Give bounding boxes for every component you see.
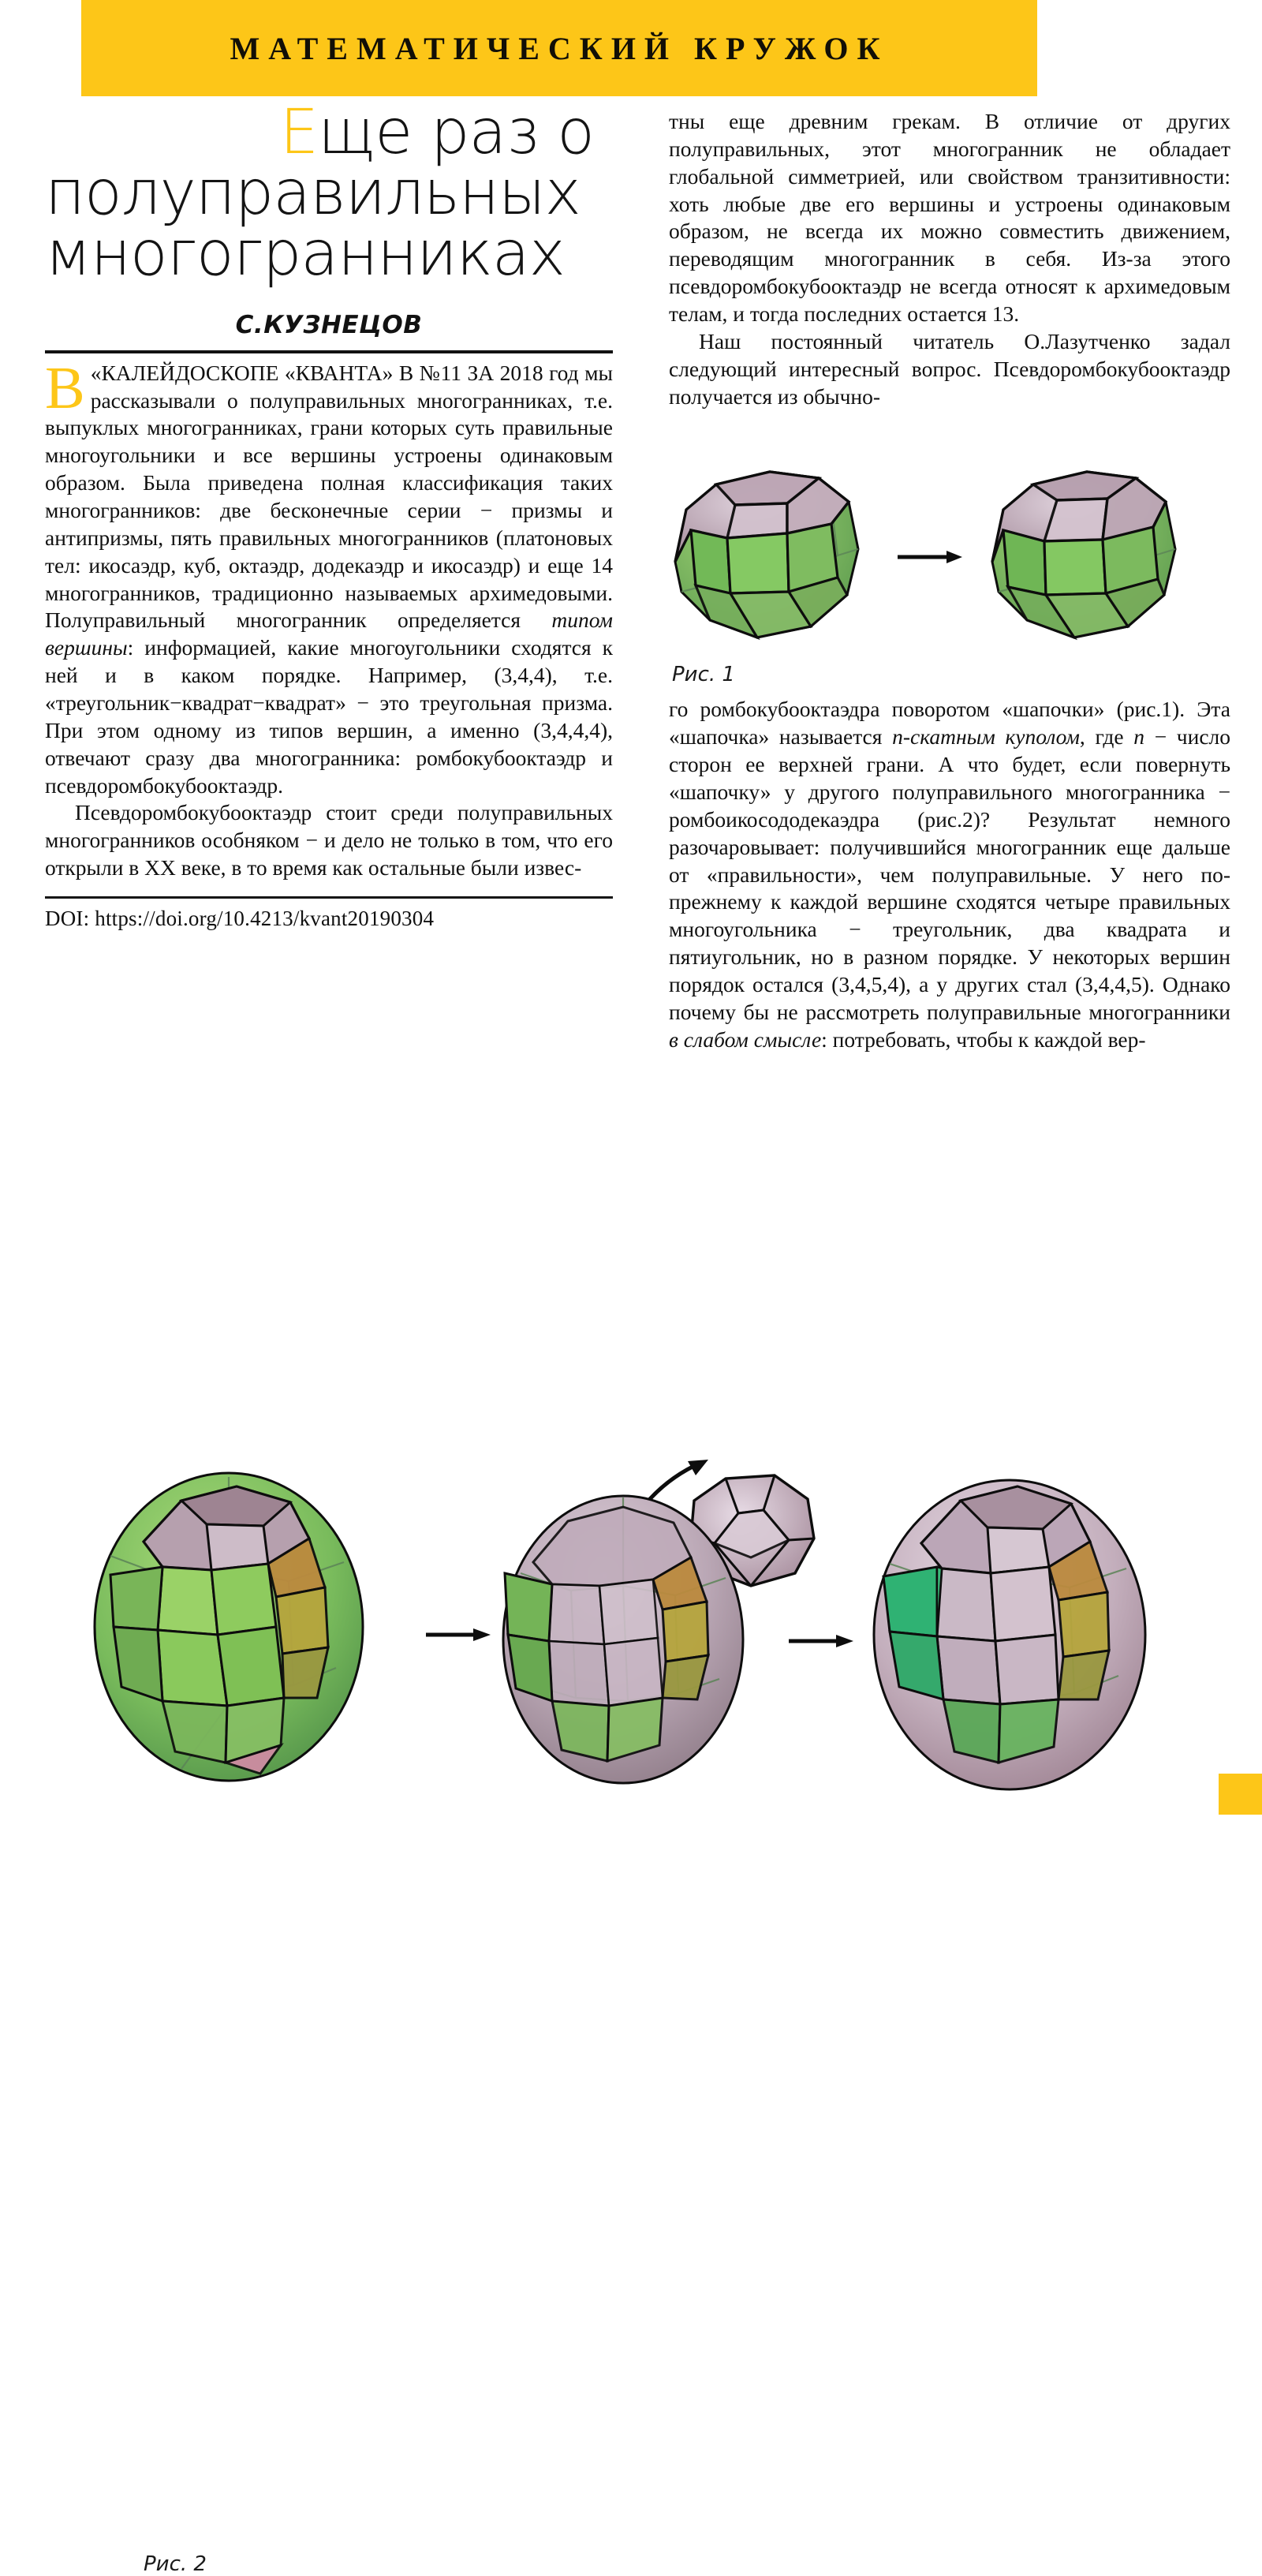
italic-skatnym-kupolom: скатным куполом (909, 724, 1080, 750)
doi-rule (45, 896, 613, 899)
intro-rest-3: , т.е. «треугольник−квадрат−квадрат» − это треугольная призма. При этом одному из типов вершин, а именно (45, 663, 613, 742)
figure-1-left-solid (675, 472, 858, 637)
figure-2-caption: Рис. 2 (144, 2552, 207, 2576)
paragraph-symmetry: тны еще древним грекам. В отличие от других полуправильных, этот многогранник не обладает глобальной симметрией, или свойством транзитивности: хоть любые две его вершины и устроены одинаковым образом, не всегда их можно совместить движением, переводящим многогранник в себя. Из-за этого псевдоромбокубооктаэдр не всегда относят к архимедовым телам, и тогда последних остается 13. (669, 109, 1230, 327)
figure-2 (0, 1374, 1262, 2576)
intro-rest-1: 2018 год мы рассказывали о полуправильных многогранниках, т.е. выпуклых многогранниках, грани которых суть правильные многоугольники и все вершины устроены одинаковым образом. Была приведена полная классификация таких многогранников: две бесконечные серии − призмы и антипризмы, пять правильных многогранников (платоновых тел: икосаэдр, куб, октаэдр, додекаэдр и икосаэдр) и еще 14 многогранников, традиционно называемых архимедовыми. Полуправильный многогранник определяется (45, 360, 613, 633)
author-rule (45, 350, 613, 353)
body-dropcap: В (45, 354, 85, 421)
cupola-text-e: , а у других стал (905, 972, 1075, 997)
math-vertex-344: (3,4,4) (494, 663, 552, 688)
math-vertex-3444: (3,4,4,4) (533, 717, 608, 742)
doi-label: DOI: (45, 906, 90, 930)
right-column (669, 108, 1230, 1054)
cupola-hyphen: - (902, 724, 910, 750)
cupola-text-f: . Однако почему бы не рассмотреть полуправильные многогранники (669, 972, 1230, 1024)
author-byline: С.КУЗНЕЦОВ (235, 310, 423, 339)
math-vertex-3445: (3,4,4,5) (1074, 972, 1149, 997)
page-title-dropcap: Е (279, 97, 319, 168)
page-title (45, 96, 613, 290)
doi-block (45, 896, 613, 931)
figure-2-arrow-2-icon (789, 1635, 853, 1647)
intro-rest-4: , отвечают сразу два многогранника: ромбокубооктаэдр и псевдоромбокубооктаэдр. (45, 717, 613, 798)
figure-1-graphic (669, 423, 1230, 660)
cupola-text-d: − число сторон ее верхней грани. А что будет, если повернуть «шапочку» у другого полуправильного многогранника − ромбоикосододекаэдра (рис.2)? Результат немного разочаровывает: получившийся многогранник еще дальше от «правильности», чем полуправильные. У него по-прежнему к каждой вершине сходятся четыре правильных многоугольника − треугольник, два квадрата и пятиугольник, но в разном порядке. У некоторых вершин порядок остался (669, 724, 1231, 997)
intro-rest-2: : информацией, какие многоугольники сходятся к ней и в каком порядке. Например, (45, 635, 613, 688)
cupola-text-c: , где (1079, 724, 1134, 750)
math-vertex-3454: (3,4,5,4) (831, 972, 906, 997)
figure-2-arrow-1-icon (426, 1628, 491, 1641)
left-column-body (45, 354, 613, 882)
figure-1 (669, 423, 1230, 660)
corner-mark (1219, 1774, 1262, 1815)
right-column-body-bottom (669, 696, 1230, 1053)
italic-weak-sense: в слабом смысле (669, 1026, 822, 1052)
page-title-line-3: многогранниках (45, 219, 565, 290)
cupola-text-a: го ромбокубооктаэдра поворотом «шапочки» (рис.1). Эта «шапочка» называется (669, 697, 1230, 750)
figure-2-graphic (0, 1374, 1262, 1815)
paragraph-cupola (669, 696, 1230, 1053)
paragraph-pseudorhombicuboctahedron: Псевдоромбокубооктаэдр стоит среди полуправильных многогранников особняком − и дело не только в том, что его открыли в XX веке, в то время как остальные были извес- (45, 800, 613, 880)
right-column-body-top (669, 108, 1230, 410)
figure-1-right-solid (992, 472, 1175, 637)
intro-smallcaps: «КАЛЕЙДОСКОПЕ «КВАНТА» В №11 ЗА (90, 360, 495, 385)
doi-line (45, 907, 613, 931)
figure-2-solid-middle (503, 1496, 743, 1783)
figure-2-solid-right (874, 1480, 1145, 1789)
cupola-text-g: : потребовать, чтобы к каждой вер- (821, 1026, 1146, 1052)
article-columns (0, 96, 1262, 1374)
paragraph-reader-question: Наш постоянный читатель О.Лазутченко задал следующий интересный вопрос. Псевдоромбокубооктаэдр получается из обычно- (669, 328, 1230, 409)
math-italic-n-1: n (892, 724, 903, 750)
doi-value[interactable]: https://doi.org/10.4213/kvant20190304 (95, 906, 435, 930)
paragraph-intro (45, 354, 613, 800)
figure-2-solid-left (95, 1473, 363, 1781)
page-title-line-1-rest: ще раз о (318, 97, 594, 168)
left-column (45, 96, 613, 931)
intro-italic-vertex-type: типом вершины (45, 608, 613, 660)
figure-1-caption: Рис. 1 (672, 663, 735, 687)
header-banner-title: МАТЕМАТИЧЕСКИЙ КРУЖОК (230, 30, 889, 66)
math-italic-n-2: n (1133, 724, 1144, 750)
figure-1-arrow-icon (898, 551, 962, 563)
page-title-line-2: полуправильных (45, 158, 581, 230)
page-title-line-1 (45, 97, 613, 168)
